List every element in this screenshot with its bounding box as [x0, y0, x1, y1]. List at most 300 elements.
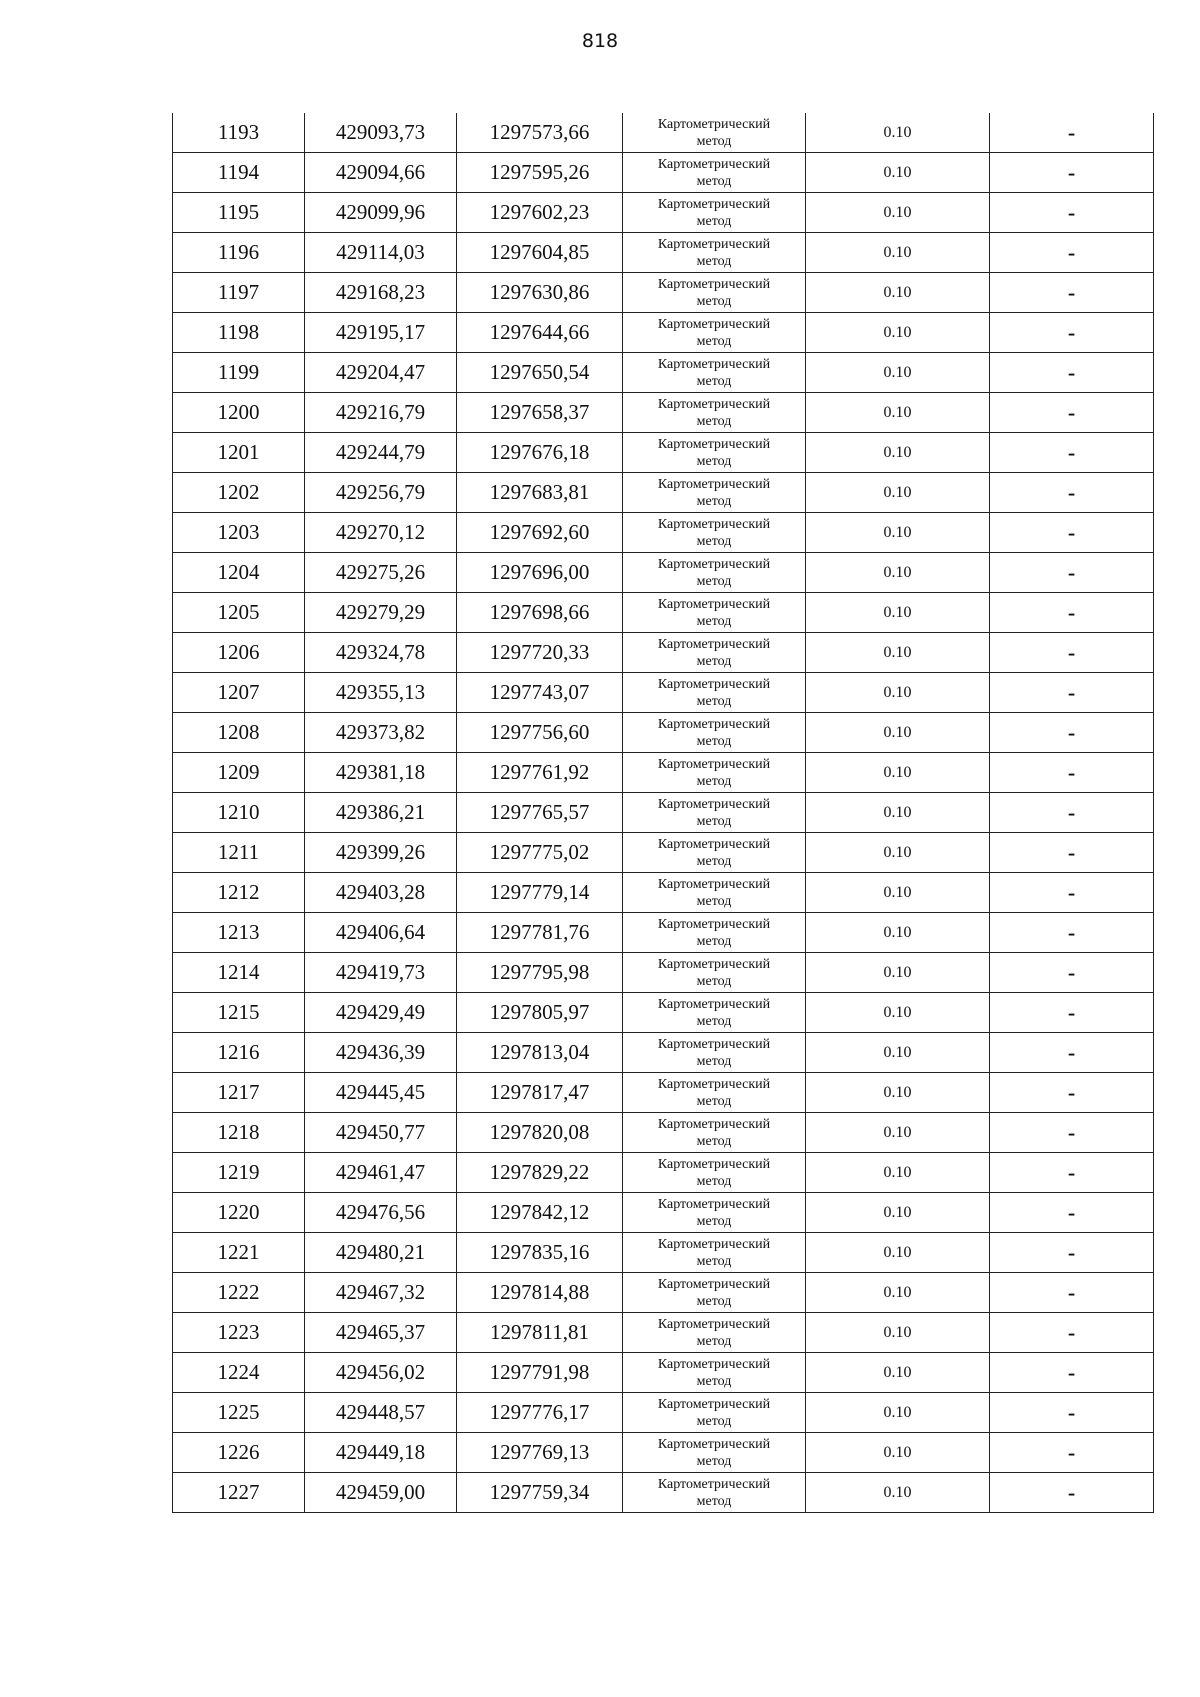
- method-cell: [623, 233, 806, 273]
- x-coordinate-cell: 429403,28: [305, 873, 457, 913]
- description-cell: -: [990, 193, 1154, 233]
- method-cell: [623, 1193, 806, 1233]
- method-line-2: метод: [696, 773, 732, 789]
- point-number-cell: 1195: [173, 193, 305, 233]
- y-coordinate-cell: 1297604,85: [457, 233, 623, 273]
- method-line-1: Картометрический: [657, 1236, 771, 1252]
- accuracy-cell: 0.10: [806, 1393, 990, 1433]
- method-cell: [623, 833, 806, 873]
- accuracy-cell: 0.10: [806, 273, 990, 313]
- description-cell: -: [990, 1233, 1154, 1273]
- description-cell: -: [990, 1313, 1154, 1353]
- accuracy-cell: 0.10: [806, 593, 990, 633]
- method-line-1: Картометрический: [657, 836, 771, 852]
- method-line-1: Картометрический: [657, 1036, 771, 1052]
- y-coordinate-cell: 1297683,81: [457, 473, 623, 513]
- description-cell: -: [990, 353, 1154, 393]
- point-number-cell: 1194: [173, 153, 305, 193]
- table-row: [173, 393, 1154, 433]
- y-coordinate-cell: 1297776,17: [457, 1393, 623, 1433]
- accuracy-cell: 0.10: [806, 473, 990, 513]
- x-coordinate-cell: 429275,26: [305, 553, 457, 593]
- accuracy-cell: 0.10: [806, 1313, 990, 1353]
- point-number-cell: 1207: [173, 673, 305, 713]
- method-line-1: Картометрический: [657, 636, 771, 652]
- method-line-1: Картометрический: [657, 1156, 771, 1172]
- table-row: [173, 473, 1154, 513]
- accuracy-cell: 0.10: [806, 1193, 990, 1233]
- point-number-cell: 1199: [173, 353, 305, 393]
- method-line-2: метод: [696, 253, 732, 269]
- accuracy-cell: 0.10: [806, 1353, 990, 1393]
- y-coordinate-cell: 1297698,66: [457, 593, 623, 633]
- x-coordinate-cell: 429386,21: [305, 793, 457, 833]
- x-coordinate-cell: 429450,77: [305, 1113, 457, 1153]
- description-cell: -: [990, 1193, 1154, 1233]
- accuracy-cell: 0.10: [806, 1433, 990, 1473]
- point-number-cell: 1225: [173, 1393, 305, 1433]
- page-number: 818: [581, 30, 619, 52]
- accuracy-cell: 0.10: [806, 1273, 990, 1313]
- point-number-cell: 1223: [173, 1313, 305, 1353]
- x-coordinate-cell: 429419,73: [305, 953, 457, 993]
- x-coordinate-cell: 429114,03: [305, 233, 457, 273]
- method-cell: [623, 513, 806, 553]
- table-row: [173, 673, 1154, 713]
- method-line-1: Картометрический: [657, 436, 771, 452]
- method-line-1: Картометрический: [657, 236, 771, 252]
- accuracy-cell: 0.10: [806, 673, 990, 713]
- description-cell: -: [990, 1073, 1154, 1113]
- method-line-2: метод: [696, 333, 732, 349]
- method-line-1: Картометрический: [657, 996, 771, 1012]
- method-cell: [623, 1153, 806, 1193]
- method-cell: [623, 1033, 806, 1073]
- method-line-2: метод: [696, 933, 732, 949]
- method-line-2: метод: [696, 613, 732, 629]
- method-cell: [623, 433, 806, 473]
- y-coordinate-cell: 1297756,60: [457, 713, 623, 753]
- description-cell: -: [990, 753, 1154, 793]
- x-coordinate-cell: 429099,96: [305, 193, 457, 233]
- method-line-1: Картометрический: [657, 876, 771, 892]
- method-line-2: метод: [696, 453, 732, 469]
- accuracy-cell: 0.10: [806, 1033, 990, 1073]
- y-coordinate-cell: 1297811,81: [457, 1313, 623, 1353]
- table-row: [173, 1233, 1154, 1273]
- table-row: [173, 1113, 1154, 1153]
- x-coordinate-cell: 429093,73: [305, 113, 457, 153]
- y-coordinate-cell: 1297630,86: [457, 273, 623, 313]
- table-row: [173, 1033, 1154, 1073]
- accuracy-cell: 0.10: [806, 1113, 990, 1153]
- method-cell: [623, 1313, 806, 1353]
- description-cell: -: [990, 1033, 1154, 1073]
- method-line-1: Картометрический: [657, 716, 771, 732]
- method-line-2: метод: [696, 733, 732, 749]
- point-number-cell: 1212: [173, 873, 305, 913]
- y-coordinate-cell: 1297720,33: [457, 633, 623, 673]
- y-coordinate-cell: 1297829,22: [457, 1153, 623, 1193]
- table-row: [173, 913, 1154, 953]
- method-cell: [623, 1353, 806, 1393]
- accuracy-cell: 0.10: [806, 1233, 990, 1273]
- method-cell: [623, 993, 806, 1033]
- accuracy-cell: 0.10: [806, 153, 990, 193]
- point-number-cell: 1222: [173, 1273, 305, 1313]
- description-cell: -: [990, 1113, 1154, 1153]
- table-row: [173, 353, 1154, 393]
- method-cell: [623, 873, 806, 913]
- method-cell: [623, 673, 806, 713]
- description-cell: -: [990, 793, 1154, 833]
- x-coordinate-cell: 429279,29: [305, 593, 457, 633]
- y-coordinate-cell: 1297602,23: [457, 193, 623, 233]
- y-coordinate-cell: 1297573,66: [457, 113, 623, 153]
- accuracy-cell: 0.10: [806, 1073, 990, 1113]
- table-row: [173, 1313, 1154, 1353]
- table-row: [173, 513, 1154, 553]
- description-cell: -: [990, 393, 1154, 433]
- method-cell: [623, 1073, 806, 1113]
- point-number-cell: 1214: [173, 953, 305, 993]
- table-row: [173, 1473, 1154, 1513]
- table-row: [173, 1193, 1154, 1233]
- method-cell: [623, 713, 806, 753]
- x-coordinate-cell: 429399,26: [305, 833, 457, 873]
- method-line-2: метод: [696, 1093, 732, 1109]
- description-cell: -: [990, 433, 1154, 473]
- accuracy-cell: 0.10: [806, 913, 990, 953]
- method-cell: [623, 633, 806, 673]
- method-cell: [623, 1393, 806, 1433]
- method-line-2: метод: [696, 1493, 732, 1509]
- method-line-1: Картометрический: [657, 596, 771, 612]
- description-cell: -: [990, 113, 1154, 153]
- description-cell: -: [990, 273, 1154, 313]
- table-row: [173, 593, 1154, 633]
- y-coordinate-cell: 1297779,14: [457, 873, 623, 913]
- method-cell: [623, 193, 806, 233]
- coordinates-table-body: [173, 113, 1154, 1513]
- method-line-2: метод: [696, 533, 732, 549]
- method-line-1: Картометрический: [657, 1276, 771, 1292]
- y-coordinate-cell: 1297820,08: [457, 1113, 623, 1153]
- x-coordinate-cell: 429467,32: [305, 1273, 457, 1313]
- method-line-1: Картометрический: [657, 796, 771, 812]
- method-line-2: метод: [696, 213, 732, 229]
- y-coordinate-cell: 1297696,00: [457, 553, 623, 593]
- point-number-cell: 1224: [173, 1353, 305, 1393]
- point-number-cell: 1213: [173, 913, 305, 953]
- x-coordinate-cell: 429449,18: [305, 1433, 457, 1473]
- method-cell: [623, 1113, 806, 1153]
- x-coordinate-cell: 429204,47: [305, 353, 457, 393]
- method-line-2: метод: [696, 1373, 732, 1389]
- point-number-cell: 1205: [173, 593, 305, 633]
- method-cell: [623, 473, 806, 513]
- method-cell: [623, 1433, 806, 1473]
- point-number-cell: 1218: [173, 1113, 305, 1153]
- y-coordinate-cell: 1297775,02: [457, 833, 623, 873]
- x-coordinate-cell: 429429,49: [305, 993, 457, 1033]
- method-line-1: Картометрический: [657, 156, 771, 172]
- point-number-cell: 1227: [173, 1473, 305, 1513]
- x-coordinate-cell: 429461,47: [305, 1153, 457, 1193]
- method-line-2: метод: [696, 893, 732, 909]
- description-cell: -: [990, 1393, 1154, 1433]
- y-coordinate-cell: 1297795,98: [457, 953, 623, 993]
- x-coordinate-cell: 429381,18: [305, 753, 457, 793]
- description-cell: -: [990, 673, 1154, 713]
- method-line-1: Картометрический: [657, 1116, 771, 1132]
- point-number-cell: 1198: [173, 313, 305, 353]
- method-line-1: Картометрический: [657, 556, 771, 572]
- method-cell: [623, 913, 806, 953]
- point-number-cell: 1226: [173, 1433, 305, 1473]
- method-line-2: метод: [696, 1013, 732, 1029]
- y-coordinate-cell: 1297743,07: [457, 673, 623, 713]
- x-coordinate-cell: 429168,23: [305, 273, 457, 313]
- y-coordinate-cell: 1297595,26: [457, 153, 623, 193]
- point-number-cell: 1203: [173, 513, 305, 553]
- table-row: [173, 793, 1154, 833]
- description-cell: -: [990, 1473, 1154, 1513]
- method-cell: [623, 353, 806, 393]
- description-cell: -: [990, 1433, 1154, 1473]
- y-coordinate-cell: 1297814,88: [457, 1273, 623, 1313]
- x-coordinate-cell: 429324,78: [305, 633, 457, 673]
- accuracy-cell: 0.10: [806, 833, 990, 873]
- point-number-cell: 1197: [173, 273, 305, 313]
- table-row: [173, 193, 1154, 233]
- method-line-2: метод: [696, 1293, 732, 1309]
- accuracy-cell: 0.10: [806, 513, 990, 553]
- y-coordinate-cell: 1297650,54: [457, 353, 623, 393]
- description-cell: -: [990, 513, 1154, 553]
- x-coordinate-cell: 429094,66: [305, 153, 457, 193]
- table-row: [173, 713, 1154, 753]
- x-coordinate-cell: 429476,56: [305, 1193, 457, 1233]
- method-line-2: метод: [696, 573, 732, 589]
- method-cell: [623, 313, 806, 353]
- description-cell: -: [990, 553, 1154, 593]
- point-number-cell: 1217: [173, 1073, 305, 1113]
- method-line-2: метод: [696, 653, 732, 669]
- description-cell: -: [990, 593, 1154, 633]
- accuracy-cell: 0.10: [806, 873, 990, 913]
- method-line-1: Картометрический: [657, 1396, 771, 1412]
- method-line-2: метод: [696, 813, 732, 829]
- table-row: [173, 633, 1154, 673]
- accuracy-cell: 0.10: [806, 793, 990, 833]
- point-number-cell: 1209: [173, 753, 305, 793]
- point-number-cell: 1206: [173, 633, 305, 673]
- y-coordinate-cell: 1297813,04: [457, 1033, 623, 1073]
- accuracy-cell: 0.10: [806, 113, 990, 153]
- method-cell: [623, 1273, 806, 1313]
- x-coordinate-cell: 429195,17: [305, 313, 457, 353]
- table-row: [173, 233, 1154, 273]
- table-row: [173, 1073, 1154, 1113]
- method-line-2: метод: [696, 1453, 732, 1469]
- method-line-1: Картометрический: [657, 1196, 771, 1212]
- table-row: [173, 273, 1154, 313]
- point-number-cell: 1201: [173, 433, 305, 473]
- method-cell: [623, 393, 806, 433]
- method-line-1: Картометрический: [657, 756, 771, 772]
- method-line-1: Картометрический: [657, 956, 771, 972]
- y-coordinate-cell: 1297765,57: [457, 793, 623, 833]
- table-row: [173, 1433, 1154, 1473]
- point-number-cell: 1221: [173, 1233, 305, 1273]
- method-line-2: метод: [696, 1173, 732, 1189]
- x-coordinate-cell: 429459,00: [305, 1473, 457, 1513]
- point-number-cell: 1220: [173, 1193, 305, 1233]
- method-cell: [623, 753, 806, 793]
- x-coordinate-cell: 429480,21: [305, 1233, 457, 1273]
- method-line-2: метод: [696, 1053, 732, 1069]
- y-coordinate-cell: 1297817,47: [457, 1073, 623, 1113]
- method-cell: [623, 273, 806, 313]
- x-coordinate-cell: 429406,64: [305, 913, 457, 953]
- description-cell: -: [990, 633, 1154, 673]
- x-coordinate-cell: 429270,12: [305, 513, 457, 553]
- table-row: [173, 1353, 1154, 1393]
- method-line-1: Картометрический: [657, 356, 771, 372]
- point-number-cell: 1196: [173, 233, 305, 273]
- method-cell: [623, 953, 806, 993]
- accuracy-cell: 0.10: [806, 353, 990, 393]
- table-row: [173, 113, 1154, 153]
- y-coordinate-cell: 1297835,16: [457, 1233, 623, 1273]
- point-number-cell: 1211: [173, 833, 305, 873]
- point-number-cell: 1210: [173, 793, 305, 833]
- x-coordinate-cell: 429436,39: [305, 1033, 457, 1073]
- y-coordinate-cell: 1297692,60: [457, 513, 623, 553]
- point-number-cell: 1208: [173, 713, 305, 753]
- x-coordinate-cell: 429355,13: [305, 673, 457, 713]
- method-line-1: Картометрический: [657, 1436, 771, 1452]
- y-coordinate-cell: 1297781,76: [457, 913, 623, 953]
- table-row: [173, 873, 1154, 913]
- method-line-2: метод: [696, 1333, 732, 1349]
- point-number-cell: 1193: [173, 113, 305, 153]
- accuracy-cell: 0.10: [806, 713, 990, 753]
- point-number-cell: 1200: [173, 393, 305, 433]
- method-line-1: Картометрический: [657, 476, 771, 492]
- accuracy-cell: 0.10: [806, 1473, 990, 1513]
- y-coordinate-cell: 1297759,34: [457, 1473, 623, 1513]
- method-line-2: метод: [696, 493, 732, 509]
- y-coordinate-cell: 1297658,37: [457, 393, 623, 433]
- x-coordinate-cell: 429465,37: [305, 1313, 457, 1353]
- accuracy-cell: 0.10: [806, 993, 990, 1033]
- method-line-2: метод: [696, 973, 732, 989]
- y-coordinate-cell: 1297676,18: [457, 433, 623, 473]
- accuracy-cell: 0.10: [806, 233, 990, 273]
- method-cell: [623, 553, 806, 593]
- method-line-2: метод: [696, 133, 732, 149]
- method-cell: [623, 1473, 806, 1513]
- point-number-cell: 1202: [173, 473, 305, 513]
- description-cell: -: [990, 233, 1154, 273]
- method-line-2: метод: [696, 693, 732, 709]
- table-row: [173, 993, 1154, 1033]
- x-coordinate-cell: 429216,79: [305, 393, 457, 433]
- method-cell: [623, 113, 806, 153]
- description-cell: -: [990, 1353, 1154, 1393]
- accuracy-cell: 0.10: [806, 953, 990, 993]
- y-coordinate-cell: 1297644,66: [457, 313, 623, 353]
- x-coordinate-cell: 429373,82: [305, 713, 457, 753]
- accuracy-cell: 0.10: [806, 313, 990, 353]
- method-line-1: Картометрический: [657, 396, 771, 412]
- description-cell: -: [990, 873, 1154, 913]
- coordinates-table: [172, 113, 1154, 1513]
- description-cell: -: [990, 1273, 1154, 1313]
- x-coordinate-cell: 429244,79: [305, 433, 457, 473]
- method-line-2: метод: [696, 293, 732, 309]
- method-line-1: Картометрический: [657, 516, 771, 532]
- method-line-1: Картометрический: [657, 1316, 771, 1332]
- table-row: [173, 433, 1154, 473]
- method-line-1: Картометрический: [657, 196, 771, 212]
- point-number-cell: 1219: [173, 1153, 305, 1193]
- method-cell: [623, 1233, 806, 1273]
- description-cell: -: [990, 913, 1154, 953]
- point-number-cell: 1204: [173, 553, 305, 593]
- accuracy-cell: 0.10: [806, 193, 990, 233]
- method-line-1: Картометрический: [657, 1076, 771, 1092]
- accuracy-cell: 0.10: [806, 393, 990, 433]
- accuracy-cell: 0.10: [806, 753, 990, 793]
- description-cell: -: [990, 953, 1154, 993]
- method-cell: [623, 153, 806, 193]
- method-line-2: метод: [696, 173, 732, 189]
- table-row: [173, 833, 1154, 873]
- method-line-2: метод: [696, 1213, 732, 1229]
- accuracy-cell: 0.10: [806, 1153, 990, 1193]
- method-line-2: метод: [696, 1253, 732, 1269]
- method-line-2: метод: [696, 413, 732, 429]
- description-cell: -: [990, 1153, 1154, 1193]
- accuracy-cell: 0.10: [806, 633, 990, 673]
- method-line-2: метод: [696, 373, 732, 389]
- x-coordinate-cell: 429256,79: [305, 473, 457, 513]
- table-row: [173, 313, 1154, 353]
- x-coordinate-cell: 429445,45: [305, 1073, 457, 1113]
- method-line-2: метод: [696, 853, 732, 869]
- x-coordinate-cell: 429456,02: [305, 1353, 457, 1393]
- method-cell: [623, 793, 806, 833]
- y-coordinate-cell: 1297805,97: [457, 993, 623, 1033]
- method-line-1: Картометрический: [657, 316, 771, 332]
- method-line-1: Картометрический: [657, 676, 771, 692]
- method-line-1: Картометрический: [657, 276, 771, 292]
- y-coordinate-cell: 1297842,12: [457, 1193, 623, 1233]
- description-cell: -: [990, 993, 1154, 1033]
- method-line-1: Картометрический: [657, 1356, 771, 1372]
- accuracy-cell: 0.10: [806, 433, 990, 473]
- y-coordinate-cell: 1297761,92: [457, 753, 623, 793]
- table-row: [173, 753, 1154, 793]
- table-row: [173, 1273, 1154, 1313]
- description-cell: -: [990, 713, 1154, 753]
- method-line-1: Картометрический: [657, 116, 771, 132]
- x-coordinate-cell: 429448,57: [305, 1393, 457, 1433]
- method-line-1: Картометрический: [657, 916, 771, 932]
